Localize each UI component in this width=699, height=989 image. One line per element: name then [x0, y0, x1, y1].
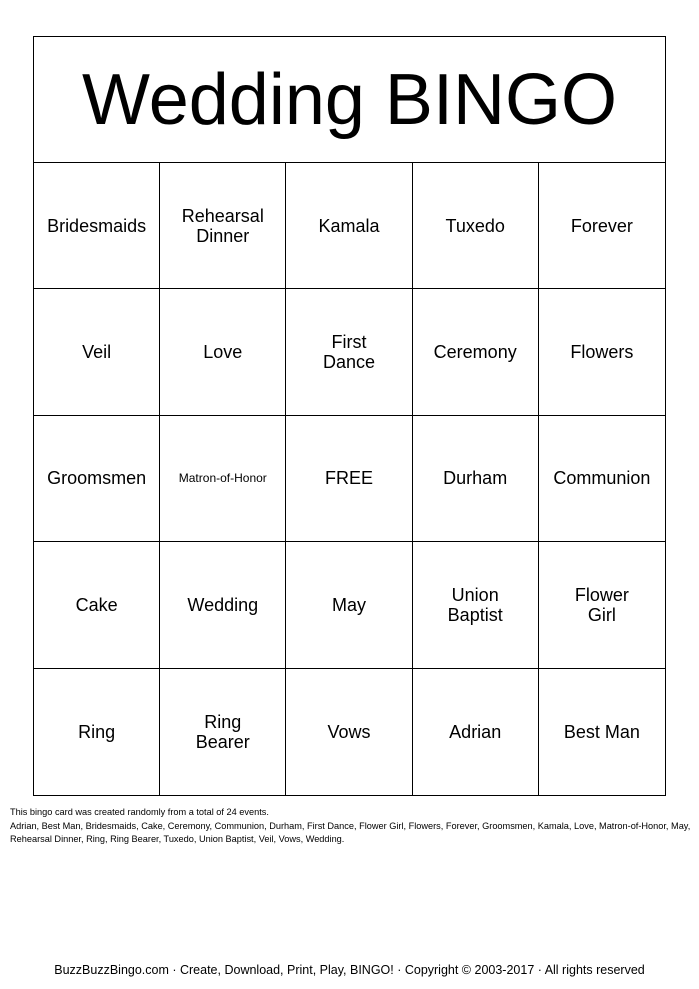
footnote [10, 806, 694, 847]
bingo-cell: Durham [413, 416, 539, 542]
card-title: Wedding BINGO [34, 37, 665, 163]
footnote-event-list: Adrian, Best Man, Bridesmaids, Cake, Ceremony, Communion, Durham, First Dance, Flower Girl, Flowers, Forever, Groomsmen, Kamala, Love, Matron-of-Honor, May, Rehearsal Dinner, Ring, Ring Bearer, Tuxedo, Union Baptist, Veil, Vows, Wedding. [10, 820, 691, 844]
bingo-cell: Vows [286, 669, 412, 795]
bingo-cell: Matron-of-Honor [160, 416, 286, 542]
footnote-summary: This bingo card was created randomly from a total of 24 events. [10, 807, 269, 817]
bingo-grid [34, 163, 665, 795]
bingo-cell: Ceremony [413, 289, 539, 415]
page-footer: BuzzBuzzBingo.com · Create, Download, Print, Play, BINGO! · Copyright © 2003-2017 · All rights reserved [54, 963, 645, 977]
bingo-cell: Wedding [160, 542, 286, 668]
bingo-cell: Kamala [286, 163, 412, 289]
bingo-cell: Flower Girl [539, 542, 665, 668]
bingo-cell: Cake [34, 542, 160, 668]
bingo-cell: Best Man [563, 721, 640, 742]
bingo-cell: Adrian [413, 669, 539, 795]
bingo-cell: Flowers [539, 289, 665, 415]
bingo-cell: Bridesmaids [34, 163, 160, 289]
bingo-cell: Communion [539, 416, 665, 542]
bingo-cell: Ring Bearer [160, 669, 286, 795]
bingo-cell: Love [160, 289, 286, 415]
bingo-cell: Groomsmen [34, 416, 160, 542]
bingo-cell: Veil [34, 289, 160, 415]
bingo-card [33, 36, 666, 796]
bingo-cell: Union Baptist [413, 542, 539, 668]
free-space-cell: FREE [286, 416, 412, 542]
bingo-cell: May [286, 542, 412, 668]
bingo-cell: Ring [34, 669, 160, 795]
bingo-cell: First Dance [286, 289, 412, 415]
bingo-cell: Rehearsal Dinner [160, 163, 286, 289]
bingo-cell: Tuxedo [413, 163, 539, 289]
bingo-cell: Forever [539, 163, 665, 289]
